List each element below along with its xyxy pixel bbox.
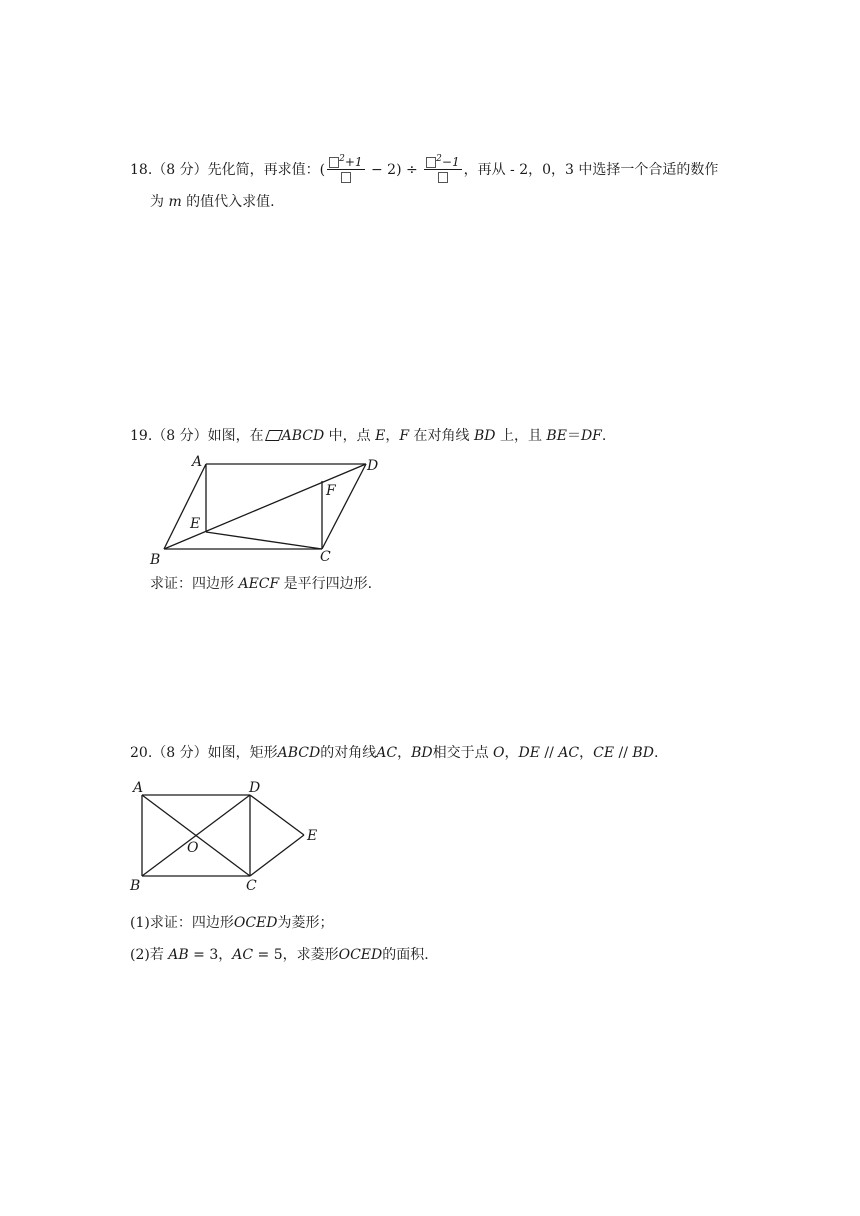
q18-minus-two: − 2) ÷ bbox=[366, 162, 423, 178]
label-o: O bbox=[187, 840, 199, 856]
q18-fraction-2: $^2$−1 bbox=[424, 152, 461, 184]
q20-part2: (2)若 AB = 3，AC = 5，求菱形OCED的面积. bbox=[130, 947, 429, 963]
q19-line1: 19.（8 分）如图，在 ABCD 中，点 E，F 在对角线 BD 上，且 BE＝DF. bbox=[130, 428, 607, 444]
q18-stem-a: 先化简，再求值：( bbox=[207, 162, 326, 178]
q18-points: （8 分） bbox=[152, 162, 208, 178]
label-c: C bbox=[246, 878, 257, 894]
label-c: C bbox=[320, 549, 331, 565]
q20-part1: (1)求证：四边形OCED为菱形； bbox=[130, 915, 334, 931]
label-a: A bbox=[133, 780, 144, 796]
q18-fraction-1: $^2$+1 bbox=[327, 152, 364, 184]
label-d: D bbox=[249, 780, 261, 796]
q18-number: 18. bbox=[130, 162, 153, 178]
label-e: E bbox=[307, 828, 318, 844]
q19-points: （8 分） bbox=[152, 428, 208, 444]
q20-line1: 20.（8 分）如图，矩形ABCD的对角线AC，BD相交于点 O，DE // AC，CE // BD. bbox=[130, 745, 659, 761]
label-b: B bbox=[150, 552, 161, 568]
label-e: E bbox=[190, 516, 201, 532]
label-a: A bbox=[192, 454, 203, 470]
q18-line2: 为 m 的值代入求值. bbox=[150, 194, 275, 210]
segment-ce bbox=[250, 835, 304, 876]
label-b: B bbox=[130, 878, 141, 894]
label-f: F bbox=[326, 483, 336, 499]
q18-stem-b: ，再从 - 2，0，3 中选择一个合适的数作 bbox=[463, 162, 719, 178]
q20-number: 20. bbox=[130, 745, 153, 761]
q19-number: 19. bbox=[130, 428, 153, 444]
q19-prove: 求证：四边形 AECF 是平行四边形. bbox=[150, 576, 373, 592]
label-d: D bbox=[367, 458, 379, 474]
variable-m: m bbox=[168, 194, 182, 210]
q20-points: （8 分） bbox=[152, 745, 208, 761]
segment-de bbox=[250, 795, 304, 835]
